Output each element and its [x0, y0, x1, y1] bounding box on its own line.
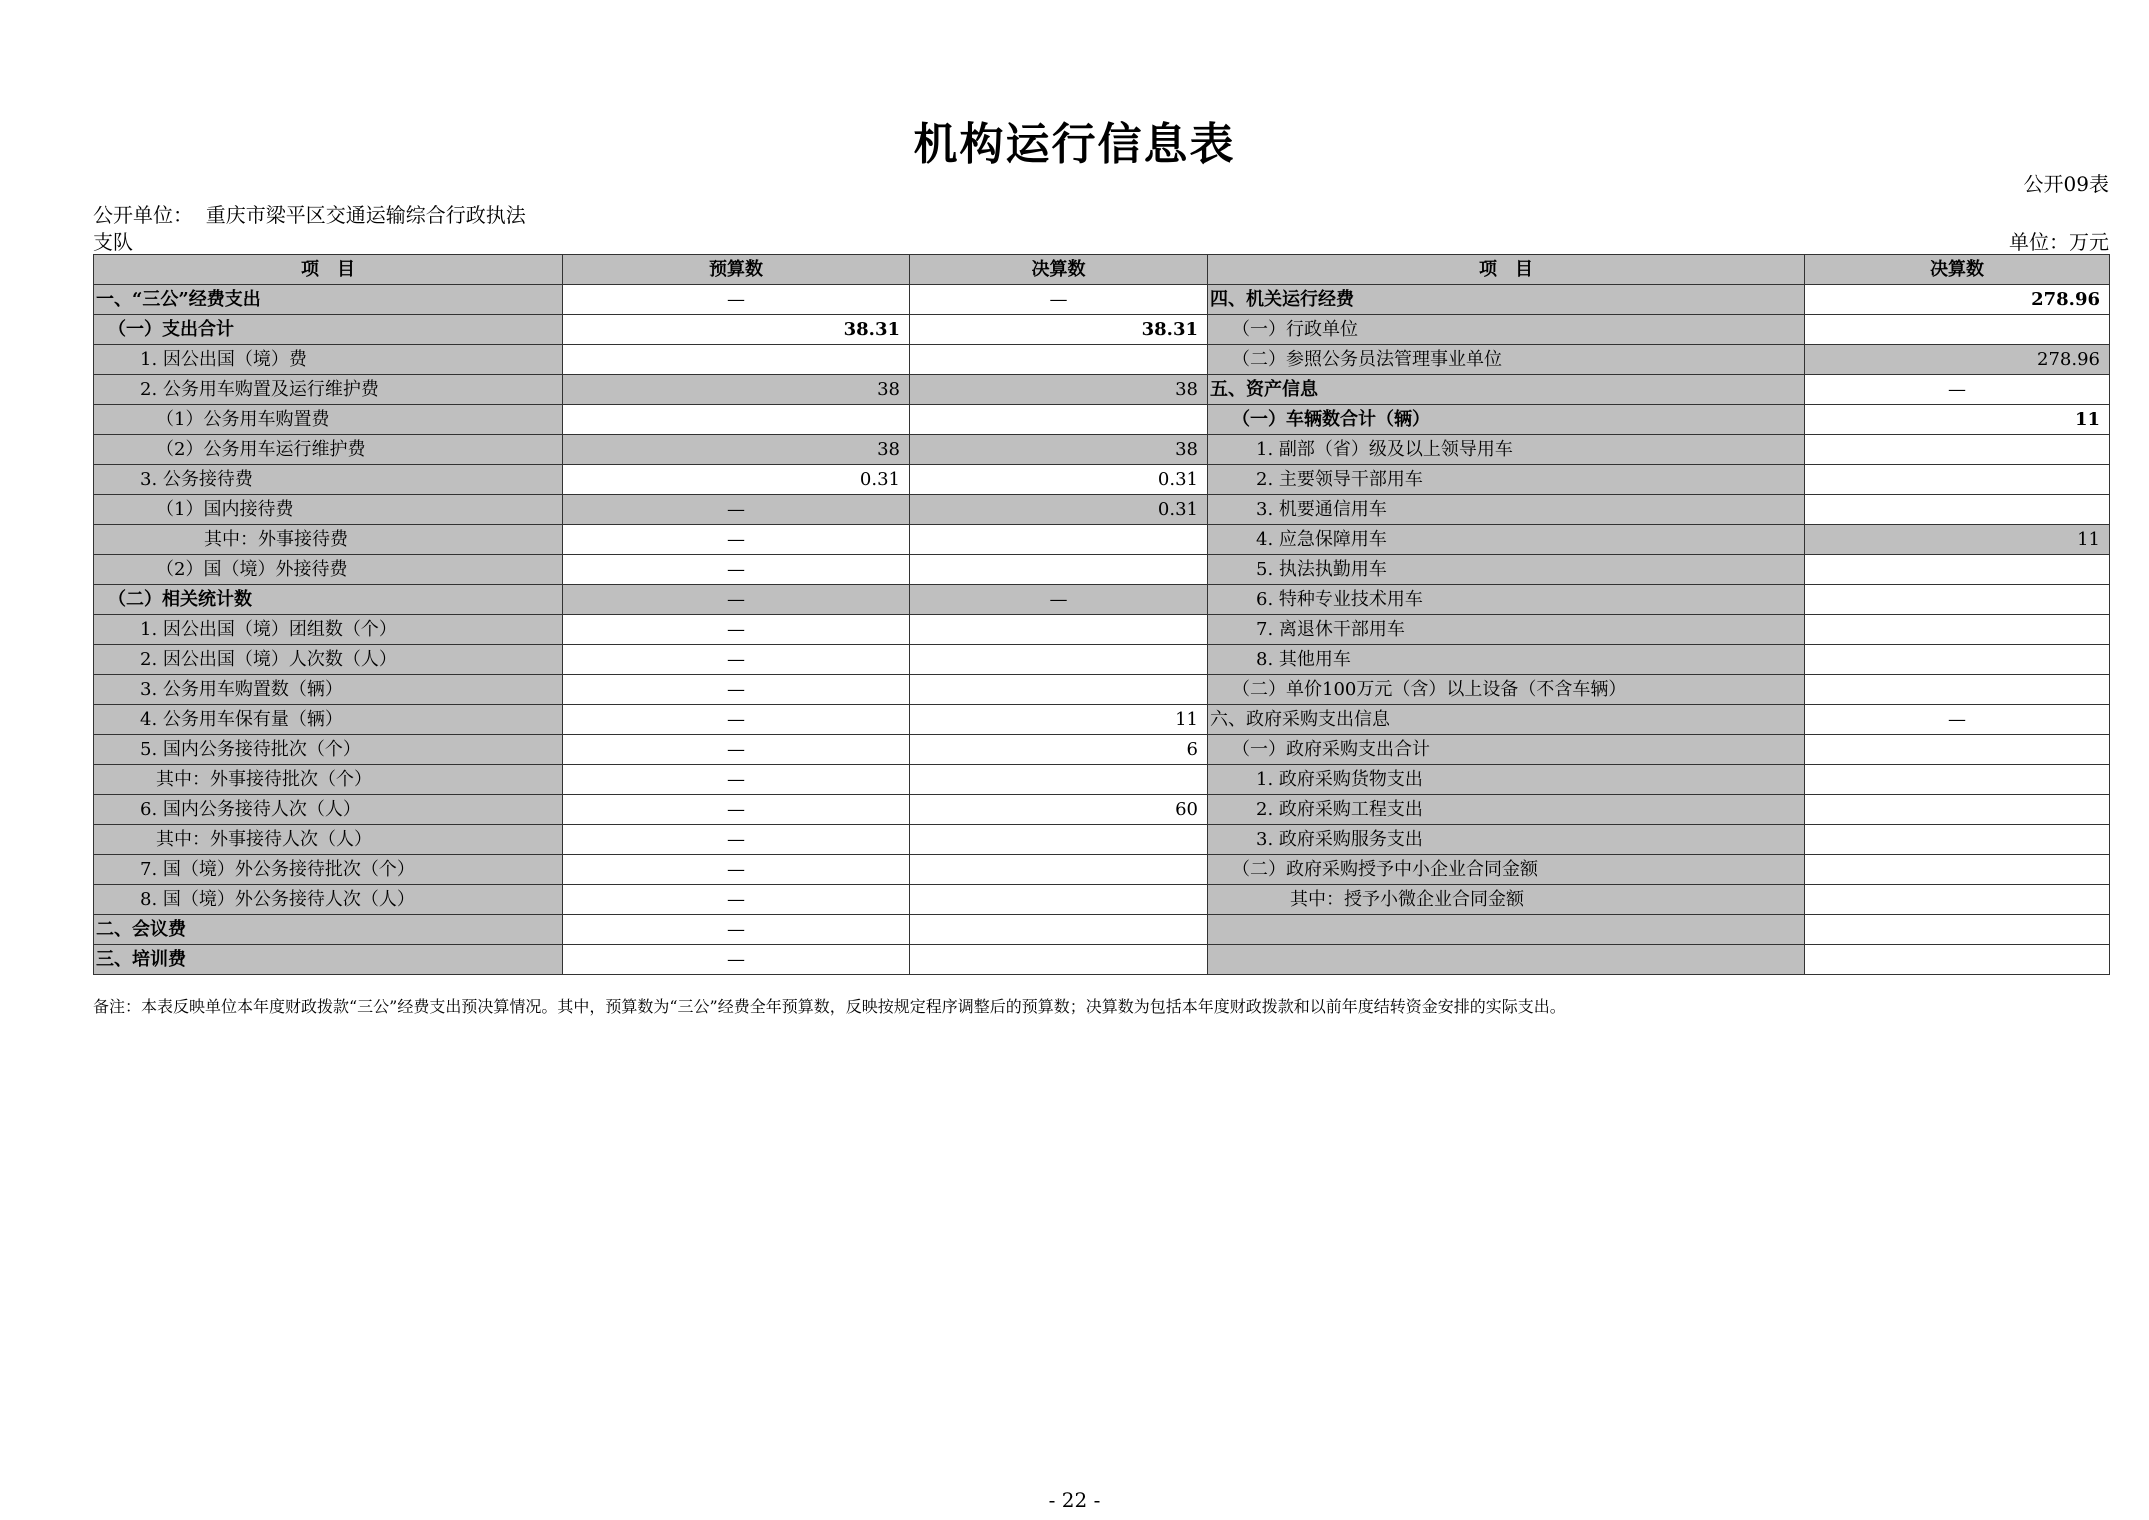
table-row: [94, 345, 2110, 375]
table-row: [94, 555, 2110, 585]
row-label-right: 7. 离退休干部用车: [1208, 615, 1805, 645]
row-final: [910, 885, 1208, 915]
row-label-right: 六、政府采购支出信息: [1208, 705, 1805, 735]
row-final-right: —: [1805, 705, 2110, 735]
row-final-right: [1805, 795, 2110, 825]
table-row: [94, 945, 2110, 975]
table-row: [94, 465, 2110, 495]
row-budget: 38.31: [563, 315, 910, 345]
row-label: （1）国内接待费: [94, 495, 563, 525]
header-budget: 预算数: [563, 255, 910, 285]
row-label: 其中：外事接待费: [94, 525, 563, 555]
row-label-right: 3. 机要通信用车: [1208, 495, 1805, 525]
row-budget: —: [563, 705, 910, 735]
row-budget: [563, 405, 910, 435]
row-label: 三、培训费: [94, 945, 563, 975]
row-label-right: 四、机关运行经费: [1208, 285, 1805, 315]
row-label: 1. 因公出国（境）费: [94, 345, 563, 375]
row-final-right: [1805, 585, 2110, 615]
row-label: 1. 因公出国（境）团组数（个）: [94, 615, 563, 645]
row-label: 其中：外事接待批次（个）: [94, 765, 563, 795]
row-final: 60: [910, 795, 1208, 825]
row-final: 38: [910, 435, 1208, 465]
row-final-right: [1805, 495, 2110, 525]
table-row: [94, 525, 2110, 555]
row-budget: —: [563, 735, 910, 765]
row-label: 3. 公务用车购置数（辆）: [94, 675, 563, 705]
header-final: 决算数: [910, 255, 1208, 285]
row-budget: —: [563, 525, 910, 555]
row-budget: —: [563, 615, 910, 645]
row-label-right: （一）行政单位: [1208, 315, 1805, 345]
row-budget: —: [563, 765, 910, 795]
row-final-right: [1805, 645, 2110, 675]
row-final: [910, 855, 1208, 885]
row-label-right: 1. 政府采购货物支出: [1208, 765, 1805, 795]
table-row: [94, 825, 2110, 855]
page-title: 机构运行信息表: [913, 119, 1236, 170]
row-label-right: （二）参照公务员法管理事业单位: [1208, 345, 1805, 375]
table-row: [94, 675, 2110, 705]
row-final: [910, 555, 1208, 585]
row-budget: 38: [563, 435, 910, 465]
unit-name-continued: 支队: [93, 230, 133, 254]
row-final: [910, 675, 1208, 705]
row-label: 2. 公务用车购置及运行维护费: [94, 375, 563, 405]
row-final-right: [1805, 315, 2110, 345]
table-row: [94, 705, 2110, 735]
row-final: [910, 345, 1208, 375]
row-final-right: [1805, 615, 2110, 645]
row-budget: —: [563, 945, 910, 975]
row-budget: —: [563, 825, 910, 855]
row-final-right: [1805, 465, 2110, 495]
table-row: [94, 495, 2110, 525]
page-number: - 22 -: [1048, 1488, 1101, 1512]
row-label: 其中：外事接待人次（人）: [94, 825, 563, 855]
row-label: 4. 公务用车保有量（辆）: [94, 705, 563, 735]
row-label-right: 1. 副部（省）级及以上领导用车: [1208, 435, 1805, 465]
row-budget: —: [563, 795, 910, 825]
table-row: [94, 855, 2110, 885]
row-budget: —: [563, 855, 910, 885]
table-row: [94, 915, 2110, 945]
table-row: [94, 645, 2110, 675]
row-label-right: 五、资产信息: [1208, 375, 1805, 405]
table-row: [94, 435, 2110, 465]
row-label: 3. 公务接待费: [94, 465, 563, 495]
row-budget: —: [563, 285, 910, 315]
row-label-right: 5. 执法执勤用车: [1208, 555, 1805, 585]
row-final-right: 11: [1805, 405, 2110, 435]
row-final: [910, 525, 1208, 555]
row-budget: —: [563, 675, 910, 705]
row-label: 8. 国（境）外公务接待人次（人）: [94, 885, 563, 915]
info-table: [93, 254, 2110, 975]
row-budget: —: [563, 555, 910, 585]
row-label-right: 2. 政府采购工程支出: [1208, 795, 1805, 825]
row-budget: —: [563, 885, 910, 915]
row-final-right: [1805, 765, 2110, 795]
row-final: [910, 615, 1208, 645]
row-final-right: [1805, 915, 2110, 945]
row-label-right: 6. 特种专业技术用车: [1208, 585, 1805, 615]
unit-label: 公开单位：: [93, 203, 193, 227]
row-final: [910, 915, 1208, 945]
row-final-right: —: [1805, 375, 2110, 405]
row-final-right: [1805, 675, 2110, 705]
row-budget: —: [563, 495, 910, 525]
row-label-right: （二）单价100万元（含）以上设备（不含车辆）: [1208, 675, 1805, 705]
table-row: [94, 615, 2110, 645]
row-final-right: [1805, 555, 2110, 585]
row-final: [910, 645, 1208, 675]
row-final: [910, 945, 1208, 975]
row-budget: [563, 345, 910, 375]
table-row: [94, 285, 2110, 315]
row-final-right: 278.96: [1805, 285, 2110, 315]
table-row: [94, 405, 2110, 435]
row-final-right: [1805, 735, 2110, 765]
table-row: [94, 885, 2110, 915]
header-final-right: 决算数: [1805, 255, 2110, 285]
row-label-right: （一）车辆数合计（辆）: [1208, 405, 1805, 435]
row-budget: 38: [563, 375, 910, 405]
row-label-right: 其中：授予小微企业合同金额: [1208, 885, 1805, 915]
table-row: [94, 585, 2110, 615]
table-header-row: [94, 255, 2110, 285]
header-item-right: 项 目: [1208, 255, 1805, 285]
row-label: 2. 因公出国（境）人次数（人）: [94, 645, 563, 675]
row-budget: —: [563, 645, 910, 675]
row-label: 5. 国内公务接待批次（个）: [94, 735, 563, 765]
row-label: 7. 国（境）外公务接待批次（个）: [94, 855, 563, 885]
row-label-right: [1208, 915, 1805, 945]
row-final-right: 278.96: [1805, 345, 2110, 375]
currency-unit: 单位：万元: [2009, 230, 2109, 254]
row-final-right: [1805, 825, 2110, 855]
row-final: [910, 405, 1208, 435]
row-label-right: 2. 主要领导干部用车: [1208, 465, 1805, 495]
table-row: [94, 375, 2110, 405]
reporting-unit: [93, 199, 526, 228]
row-final: —: [910, 285, 1208, 315]
row-final-right: [1805, 435, 2110, 465]
row-label: （二）相关统计数: [94, 585, 563, 615]
row-budget: —: [563, 915, 910, 945]
table-row: [94, 735, 2110, 765]
row-label: （一）支出合计: [94, 315, 563, 345]
form-number: 公开09表: [2023, 172, 2109, 196]
row-label-right: [1208, 945, 1805, 975]
row-final-right: [1805, 855, 2110, 885]
row-final: [910, 765, 1208, 795]
row-label-right: 4. 应急保障用车: [1208, 525, 1805, 555]
row-label: （2）国（境）外接待费: [94, 555, 563, 585]
row-final-right: [1805, 945, 2110, 975]
row-label-right: 3. 政府采购服务支出: [1208, 825, 1805, 855]
row-label: 一、“三公”经费支出: [94, 285, 563, 315]
row-final: —: [910, 585, 1208, 615]
row-label-right: （一）政府采购支出合计: [1208, 735, 1805, 765]
row-budget: 0.31: [563, 465, 910, 495]
row-label: 6. 国内公务接待人次（人）: [94, 795, 563, 825]
row-final: 0.31: [910, 495, 1208, 525]
row-final: 38.31: [910, 315, 1208, 345]
row-final-right: 11: [1805, 525, 2110, 555]
table-row: [94, 795, 2110, 825]
row-label-right: 8. 其他用车: [1208, 645, 1805, 675]
row-final: [910, 825, 1208, 855]
row-budget: —: [563, 585, 910, 615]
row-final: 6: [910, 735, 1208, 765]
row-label: （2）公务用车运行维护费: [94, 435, 563, 465]
row-label: （1）公务用车购置费: [94, 405, 563, 435]
row-final: 0.31: [910, 465, 1208, 495]
row-final-right: [1805, 885, 2110, 915]
unit-name: 重庆市梁平区交通运输综合行政执法: [205, 203, 526, 227]
row-final: 38: [910, 375, 1208, 405]
row-label: 二、会议费: [94, 915, 563, 945]
table-note: 备注：本表反映单位本年度财政拨款“三公”经费支出预决算情况。其中，预算数为“三公”经费全年预算数，反映按规定程序调整后的预算数；决算数为包括本年度财政拨款和以前年度结转资金安排的实际支出。: [93, 997, 1566, 1016]
row-final: 11: [910, 705, 1208, 735]
table-row: [94, 765, 2110, 795]
table-row: [94, 315, 2110, 345]
header-item: 项 目: [94, 255, 563, 285]
row-label-right: （二）政府采购授予中小企业合同金额: [1208, 855, 1805, 885]
